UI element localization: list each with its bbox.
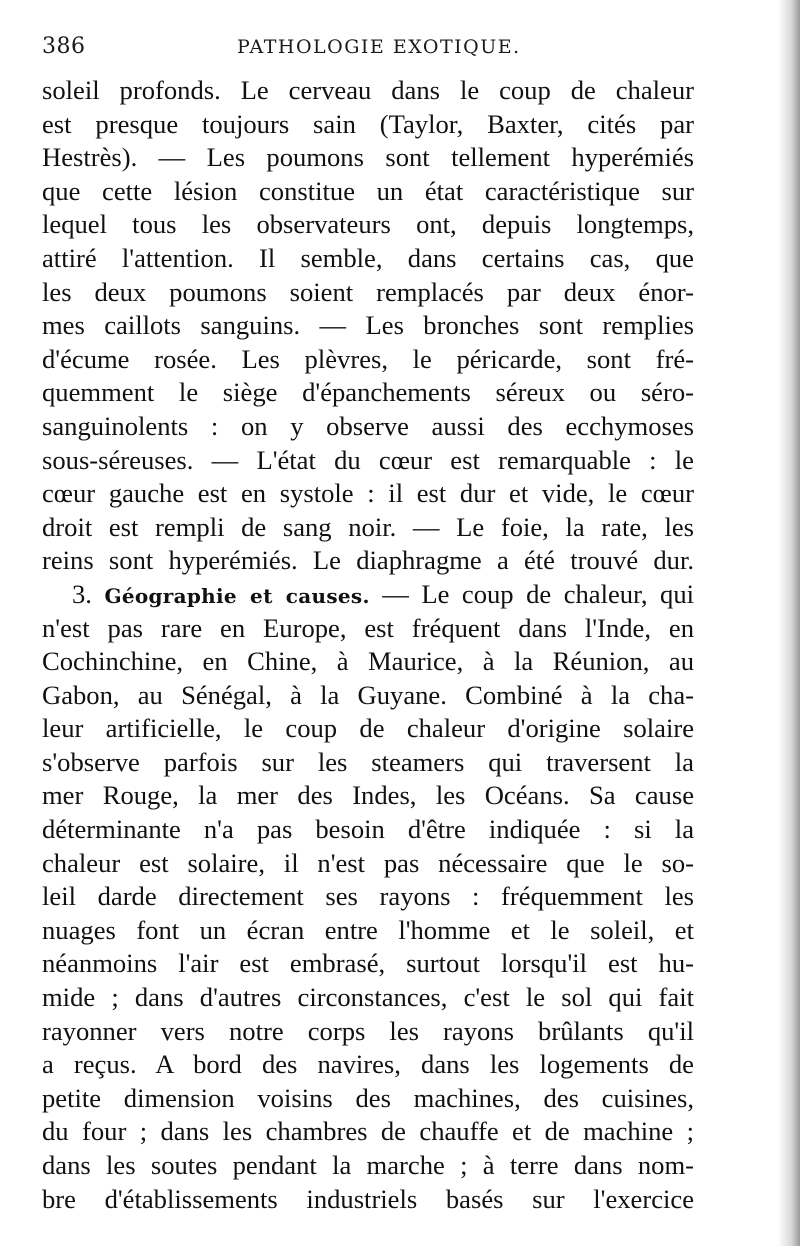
text-line: Cochinchine, en Chine, à Maurice, à la Réunion, au: [42, 646, 694, 677]
text-line: a reçus. A bord des navires, dans les logements de: [42, 1049, 694, 1080]
text-line: est presque toujours sain (Taylor, Baxter, cités par: [42, 108, 694, 139]
text-line: bre d'établissements industriels basés sur l'exercice: [42, 1183, 694, 1214]
text-line: mide ; dans d'autres circonstances, c'est le sol qui fait: [42, 982, 694, 1013]
text-line: sanguinolents : on y observe aussi des ecchymoses: [42, 410, 694, 441]
page-number: 386: [42, 34, 86, 59]
text-line: néanmoins l'air est embrasé, surtout lorsqu'il est hu-: [42, 948, 694, 979]
text-line: nuages font un écran entre l'homme et le soleil, et: [42, 914, 694, 945]
page-edge-shadow: [778, 0, 800, 1246]
section-number: 3.: [72, 578, 92, 609]
text-line: dans les soutes pendant la marche ; à terre dans nom-: [42, 1150, 694, 1180]
text-line: d'écume rosée. Les plèvres, le péricarde, sont fré-: [42, 343, 694, 374]
text-line: leil darde directement ses rayons : fréquemment les: [42, 881, 694, 912]
text-line: droit est rempli de sang noir. — Le foie, la rate, les: [42, 511, 694, 542]
text-line: déterminante n'a pas besoin d'être indiquée : si la: [42, 814, 694, 845]
section-heading-line: [42, 578, 694, 612]
text-line: s'observe parfois sur les steamers qui traversent la: [42, 746, 694, 777]
text-line: rayonner vers notre corps les rayons brûlants qu'il: [42, 1015, 694, 1046]
page-header: [42, 34, 772, 64]
text-line: chaleur est solaire, il n'est pas nécessaire que le so-: [42, 847, 694, 878]
text-line: les deux poumons soient remplacés par deux énor-: [42, 276, 694, 307]
text-line: soleil profonds. Le cerveau dans le coup de chaleur: [42, 75, 694, 105]
section-first-line-text: — Le coup de chaleur, qui: [382, 578, 694, 609]
text-line: cœur gauche est en systole : il est dur et vide, le cœur: [42, 478, 694, 509]
text-line: petite dimension voisins des machines, des cuisines,: [42, 1082, 694, 1113]
text-line: lequel tous les observateurs ont, depuis longtemps,: [42, 209, 694, 240]
text-line: du four ; dans les chambres de chauffe et de machine ;: [42, 1116, 694, 1147]
text-line: attiré l'attention. Il semble, dans certains cas, que: [42, 242, 694, 273]
body-text: [42, 74, 694, 1216]
text-line: Hestrès). — Les poumons sont tellement hyperémiés: [42, 142, 694, 173]
text-line: leur artificielle, le coup de chaleur d'origine solaire: [42, 713, 694, 744]
text-line: sous-séreuses. — L'état du cœur est remarquable : le: [42, 444, 694, 475]
text-line: reins sont hyperémiés. Le diaphragme a été trouvé dur.: [42, 545, 694, 576]
text-line: n'est pas rare en Europe, est fréquent dans l'Inde, en: [42, 612, 694, 643]
text-line: Gabon, au Sénégal, à la Guyane. Combiné à la cha-: [42, 679, 694, 710]
section-heading: Géographie et causes.: [104, 583, 370, 608]
text-line: mer Rouge, la mer des Indes, les Océans. Sa cause: [42, 780, 694, 811]
text-line: mes caillots sanguins. — Les bronches sont remplies: [42, 310, 694, 341]
text-line: quemment le siège d'épanchements séreux ou séro-: [42, 377, 694, 408]
running-title: PATHOLOGIE EXOTIQUE.: [237, 36, 521, 58]
text-line: que cette lésion constitue un état caractéristique sur: [42, 175, 694, 206]
